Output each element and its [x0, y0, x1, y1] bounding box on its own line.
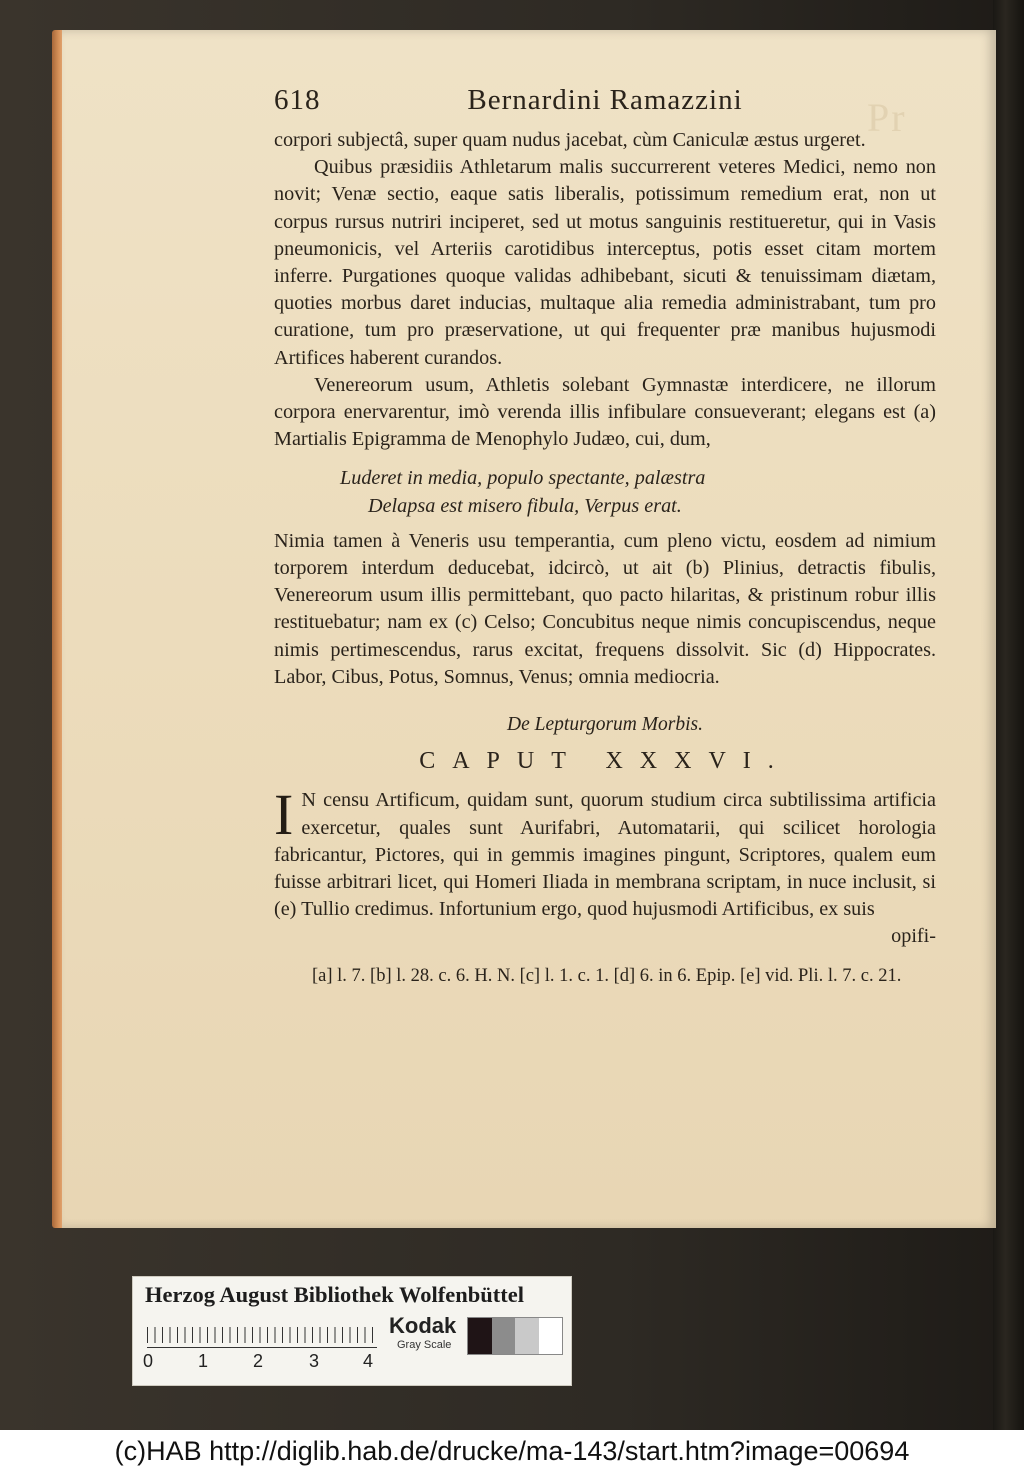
book-spine [993, 0, 1024, 1430]
page-header [274, 84, 936, 124]
drop-cap: I [274, 782, 294, 848]
chapter-number: CAPUT XXXVI. [419, 748, 791, 775]
library-color-card [132, 1276, 572, 1386]
gray-patch [468, 1318, 492, 1354]
gray-scale-patches [467, 1317, 563, 1355]
running-title: Bernardini Ramazzini [467, 84, 743, 116]
ruler-digits [143, 1351, 383, 1375]
epigram-verse [340, 465, 936, 519]
ruler-digit: 4 [363, 1351, 374, 1371]
ruler-digit: 0 [143, 1351, 154, 1371]
page-body [274, 127, 936, 989]
gray-patch [492, 1318, 516, 1354]
verse-line-2: Delapsa est misero fibula, Verpus erat. [368, 494, 682, 517]
library-name: Herzog August Bibliothek Wolfenbüttel [145, 1282, 524, 1307]
gray-patch [515, 1318, 539, 1354]
scale-ruler [147, 1321, 377, 1348]
ruler-digit: 1 [198, 1351, 209, 1371]
chapter-paragraph [274, 782, 936, 923]
catchword: opifi- [891, 925, 936, 948]
chapter-text: N censu Artificum, quidam sunt, quorum studium circa subtilissima artificia exercetur, quales sunt Aurifabri, Automatarii, qui scilicet horologia fabricantur, Pictores, qui in gemmis imagines pingunt, Scriptores, qualem eum fuisse arbitrari licet, qui Homeri Iliada in membrana scriptam, in nuce inclusit, si (e) Tullio credimus. Infortunium ergo, quod hujusmodi Artificibus, ex suis [274, 789, 936, 921]
chapter-subtitle: De Lepturgorum Morbis. [507, 714, 703, 736]
copyright-caption: (c)HAB http://diglib.hab.de/drucke/ma-143/start.htm?image=00694 [0, 1430, 1024, 1470]
ruler-digit: 2 [253, 1351, 264, 1371]
paragraph-4: Nimia tamen à Veneris usu temperantia, cum pleno victu, eosdem ad nimium torporem interdum deducebat, idcircò, ut ait (b) Plinius, detractis fibulis, Venereorum usum illis permittebant, quo pacto hilaritas, & pristinum robur illis restituebatur; nam ex (c) Celso; Concubitus neque nimis concupiscendus, neque nimis pertimescendus, rarus excitat, frequens dissolvit. Sic (d) Hippocrates. Labor, Cibus, Potus, Somnus, Venus; omnia mediocria. [274, 529, 936, 688]
kodak-logo: Kodak [389, 1313, 457, 1338]
paragraph-3: Venereorum usum, Athletis solebant Gymnastæ interdicere, ne illorum corpora enervarentur, imò verenda illis infibulare consueverant; elegans est (a) Martialis Epigramma de Menophylo Judæo, cui, dum, [274, 373, 936, 451]
ruler-digit: 3 [309, 1351, 320, 1371]
paragraph-1: corpori subjectâ, super quam nudus jacebat, cùm Caniculæ æstus urgeret. [274, 129, 866, 151]
paragraph-2: Quibus præsidiis Athletarum malis succurrerent veteres Medici, nemo non novit; Venæ sectio, eaque satis liberalis, potissimum remedium erat, non ut corpus rursus nutriri inciperet, sed ut motus sanguinis restitueretur, qui in Vasis pneumonicis, vel Arteriis carotidibus interceptus, potis esset citam mortem inferre. Purgationes quoque validas adhibebant, sicuti & tenuissimam diætam, quoties morbus daret inducias, multaque alia remedia administrabant, tum pro curatione, tum pro præservatione, ut qui frequenter præ manibus hujusmodi Artifices haberent curandos. [274, 156, 936, 369]
page-number: 618 [274, 84, 321, 116]
footnotes: [a] l. 7. [b] l. 28. c. 6. H. N. [c] l. 1. c. 1. [d] 6. in 6. Epip. [e] vid. Pli. l. 7. c. 21. [312, 965, 902, 986]
gray-patch [539, 1318, 563, 1354]
gray-scale-label: Gray Scale [397, 1339, 452, 1351]
show-through-text: Pr [867, 95, 907, 140]
verse-line-1: Luderet in media, populo spectante, palæstra [340, 467, 706, 490]
